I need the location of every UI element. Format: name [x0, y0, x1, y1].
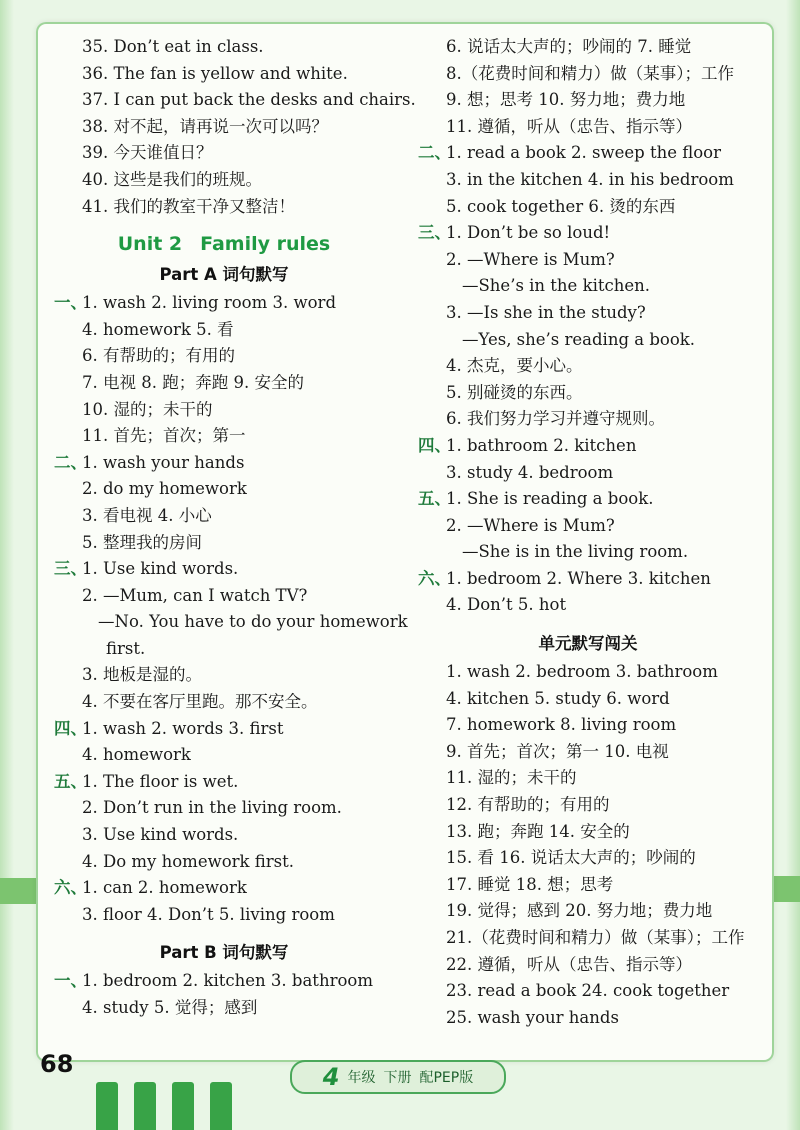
section-marker: 六、: [418, 568, 451, 588]
answer-text: 5. 整理我的房间: [82, 532, 202, 552]
answer-line: [54, 476, 394, 503]
answer-line: [418, 327, 758, 354]
grade-number: 4: [322, 1063, 340, 1091]
answer-text: 6. 说话太大声的；吵闹的 7. 睡觉: [446, 37, 692, 56]
answer-text: 1. wash 2. bedroom 3. bathroom: [446, 662, 718, 682]
unit-heading: [54, 220, 394, 260]
answer-text: 15. 看 16. 说话太大声的；吵闹的: [446, 848, 696, 868]
answer-text: 1. Use kind words.: [82, 559, 239, 579]
section-marker: 四、: [418, 435, 451, 455]
footer-stripe: [172, 1082, 194, 1130]
answer-line: [54, 140, 394, 167]
section-marker: 一、: [54, 293, 87, 313]
term-label: 下册: [383, 1070, 412, 1086]
answer-text: 4. Don’t 5. hot: [446, 595, 567, 615]
answer-text: 1. bathroom 2. kitchen: [446, 435, 637, 455]
answer-text: 13. 跑；奔跑 14. 安全的: [446, 821, 630, 841]
answer-line: [418, 872, 758, 899]
answer-text: 9. 首先；首次；第一 10. 电视: [446, 741, 669, 761]
section-marker: 三、: [418, 223, 451, 243]
answer-line: [54, 968, 394, 995]
part-a-heading: Part A 词句默写: [159, 265, 289, 285]
answer-line: [418, 952, 758, 979]
answer-line: [54, 769, 394, 796]
answer-line: [418, 845, 758, 872]
answer-text: 1. Don’t be so loud!: [446, 223, 611, 243]
answer-text: 6. 我们努力学习并遵守规则。: [446, 409, 665, 429]
answer-text: 4. 杰克，要小心。: [446, 356, 583, 376]
footer-stripe: [96, 1082, 118, 1130]
answer-line: [418, 220, 758, 247]
section-marker: 四、: [54, 718, 87, 738]
answer-text: 1. read a book 2. sweep the floor: [446, 143, 721, 163]
unit-dictation-answers: [418, 659, 758, 1031]
answer-line: [54, 689, 394, 716]
answer-line: [418, 819, 758, 846]
answer-line: [418, 898, 758, 925]
answer-line: [54, 317, 394, 344]
answer-line: [418, 34, 758, 61]
answer-line: [54, 397, 394, 424]
answer-text: 23. read a book 24. cook together: [446, 981, 730, 1001]
answer-text: 19. 觉得；感到 20. 努力地；费力地: [446, 901, 713, 921]
answer-line: [418, 513, 758, 540]
answer-line: [418, 460, 758, 487]
answer-line: [418, 1005, 758, 1032]
answer-text: 41. 我们的教室干净又整洁！: [82, 196, 295, 216]
answer-text: 22. 遵循，听从（忠告、指示等）: [446, 954, 692, 974]
answer-text: 1. wash 2. living room 3. word: [82, 293, 337, 313]
answer-line: [54, 995, 394, 1022]
answer-text: 36. The fan is yellow and white.: [82, 63, 348, 83]
answer-line: [54, 61, 394, 88]
answer-line: [54, 875, 394, 902]
answer-text: 11. 首先；首次；第一: [82, 426, 246, 446]
answer-line: [418, 686, 758, 713]
section-marker: 一、: [54, 971, 87, 991]
answer-text: 11. 湿的；未干的: [446, 768, 577, 788]
grade-label: 年级: [347, 1070, 376, 1086]
answer-text: 1. wash 2. words 3. first: [82, 718, 284, 738]
answer-text: 3. study 4. bedroom: [446, 462, 614, 482]
answer-line: [418, 659, 758, 686]
answer-text: 2. —Where is Mum?: [446, 249, 615, 269]
section-marker: 六、: [54, 878, 87, 898]
section-marker: 二、: [54, 452, 87, 472]
answer-text: first.: [106, 638, 146, 658]
answer-line: [54, 87, 416, 114]
left-top-lines: [54, 34, 416, 220]
answer-text: 4. study 5. 觉得；感到: [82, 998, 258, 1017]
answer-line: [418, 978, 758, 1005]
answer-line: [54, 662, 394, 689]
answer-text: 21.（花费时间和精力）做（某事）；工作: [446, 928, 745, 947]
answer-line: [418, 87, 758, 114]
unit-dictation-heading: 单元默写闯关: [538, 634, 638, 654]
answer-text: 1. She is reading a book.: [446, 489, 654, 509]
left-green-band: [0, 878, 40, 904]
answer-text: 3. floor 4. Don’t 5. living room: [82, 904, 335, 924]
answer-line: [54, 370, 394, 397]
answer-line: [418, 539, 758, 566]
answer-text: 3. Use kind words.: [82, 825, 239, 845]
answer-line: [418, 712, 758, 739]
answer-line: [54, 194, 394, 221]
answer-text: 38. 对不起，请再说一次可以吗？: [82, 116, 328, 136]
answer-text: —She is in the living room.: [462, 542, 689, 562]
answer-text: —No. You have to do your homework: [98, 612, 408, 632]
footer-stripe: [134, 1082, 156, 1130]
answer-text: 1. can 2. homework: [82, 878, 247, 898]
answer-text: 12. 有帮助的；有用的: [446, 795, 610, 815]
answer-text: 4. Do my homework first.: [82, 851, 295, 871]
answer-line: [54, 290, 394, 317]
part-b-answers-continued: [418, 34, 758, 619]
answer-line: [54, 34, 394, 61]
answer-line: [54, 849, 394, 876]
answer-line: [418, 380, 758, 407]
part-b-answers: [54, 968, 394, 1021]
section-marker: 五、: [418, 489, 451, 509]
answer-text: 8.（花费时间和精力）做（某事）；工作: [446, 63, 734, 83]
answer-text: 1. wash your hands: [82, 452, 245, 472]
section-marker: 三、: [54, 559, 87, 579]
answer-line: [418, 247, 758, 274]
answer-text: 2. do my homework: [82, 479, 247, 499]
answer-line: [54, 556, 394, 583]
answer-line: [54, 343, 394, 370]
answer-text: —She’s in the kitchen.: [462, 276, 650, 296]
answer-line: [54, 716, 394, 743]
answer-line: [54, 530, 394, 557]
answer-text: 17. 睡觉 18. 想；思考: [446, 874, 614, 894]
answer-line: [418, 194, 758, 221]
answer-text: 10. 湿的；未干的: [82, 399, 213, 419]
answer-line: [54, 609, 408, 636]
answer-text: 7. homework 8. living room: [446, 715, 677, 735]
answer-text: 2. —Mum, can I watch TV?: [82, 585, 308, 605]
answer-line: [418, 739, 758, 766]
answer-text: 3. 地板是湿的。: [82, 665, 202, 685]
answer-line: [418, 140, 758, 167]
page-number: 68: [40, 1050, 74, 1078]
unit-number: Unit 2: [117, 233, 183, 256]
answer-line: [418, 792, 758, 819]
right-column: [418, 34, 758, 1031]
answer-text: 3. 看电视 4. 小心: [82, 505, 212, 525]
answer-text: 1. bedroom 2. kitchen 3. bathroom: [82, 971, 373, 991]
answer-line: [418, 353, 758, 380]
left-column: [54, 34, 416, 1022]
answer-line: [54, 636, 394, 663]
section-marker: 二、: [418, 143, 451, 163]
answer-text: 2. Don’t run in the living room.: [82, 798, 342, 818]
answer-text: 1. The floor is wet.: [82, 771, 239, 791]
answer-line: [54, 114, 394, 141]
answer-text: 9. 想；思考 10. 努力地；费力地: [446, 90, 686, 110]
answer-line: [54, 795, 394, 822]
answer-line: [418, 925, 758, 952]
part-b-heading: Part B 词句默写: [159, 943, 289, 963]
answer-text: 40. 这些是我们的班规。: [82, 169, 262, 189]
edition-label: 配PEP版: [419, 1070, 474, 1086]
footer-badge: [290, 1060, 506, 1094]
answer-text: 5. 别碰烫的东西。: [446, 382, 583, 402]
answer-line: [418, 300, 758, 327]
answer-text: 4. homework: [82, 745, 191, 765]
answer-text: 6. 有帮助的；有用的: [82, 346, 235, 366]
answer-line: [54, 822, 394, 849]
answer-text: 4. 不要在客厅里跑。那不安全。: [82, 692, 318, 712]
answer-text: 39. 今天谁值日？: [82, 143, 213, 163]
answer-line: [54, 902, 394, 929]
answer-line: [418, 433, 758, 460]
answer-text: 3. —Is she in the study?: [446, 302, 646, 322]
answer-line: [418, 486, 758, 513]
answer-line: [418, 114, 758, 141]
answer-line: [418, 273, 758, 300]
answer-text: 2. —Where is Mum?: [446, 515, 615, 535]
answer-text: 3. in the kitchen 4. in his bedroom: [446, 169, 734, 189]
section-marker: 五、: [54, 771, 87, 791]
answer-text: 25. wash your hands: [446, 1007, 619, 1027]
answer-text: 35. Don’t eat in class.: [82, 37, 264, 56]
answer-line: [418, 61, 758, 88]
unit-title: Family rules: [200, 233, 331, 256]
answer-line: [418, 765, 758, 792]
answer-line: [418, 167, 758, 194]
answer-text: 7. 电视 8. 跑；奔跑 9. 安全的: [82, 372, 304, 392]
answer-line: [54, 503, 394, 530]
answer-line: [54, 742, 394, 769]
part-a-answers: [54, 290, 408, 928]
answer-line: [54, 583, 394, 610]
answer-line: [54, 167, 394, 194]
answer-text: 37. I can put back the desks and chairs.: [82, 90, 416, 110]
answer-line: [418, 406, 758, 433]
answer-text: 4. homework 5. 看: [82, 319, 234, 339]
answer-text: 1. bedroom 2. Where 3. kitchen: [446, 568, 711, 588]
answer-line: [418, 592, 758, 619]
footer-stripe: [210, 1082, 232, 1130]
answer-text: —Yes, she’s reading a book.: [462, 329, 696, 349]
answer-line: [54, 423, 394, 450]
answer-line: [418, 566, 758, 593]
answer-text: 4. kitchen 5. study 6. word: [446, 688, 670, 708]
answer-text: 11. 遵循，听从（忠告、指示等）: [446, 116, 692, 136]
answer-text: 5. cook together 6. 烫的东西: [446, 196, 676, 216]
answer-line: [54, 450, 394, 477]
